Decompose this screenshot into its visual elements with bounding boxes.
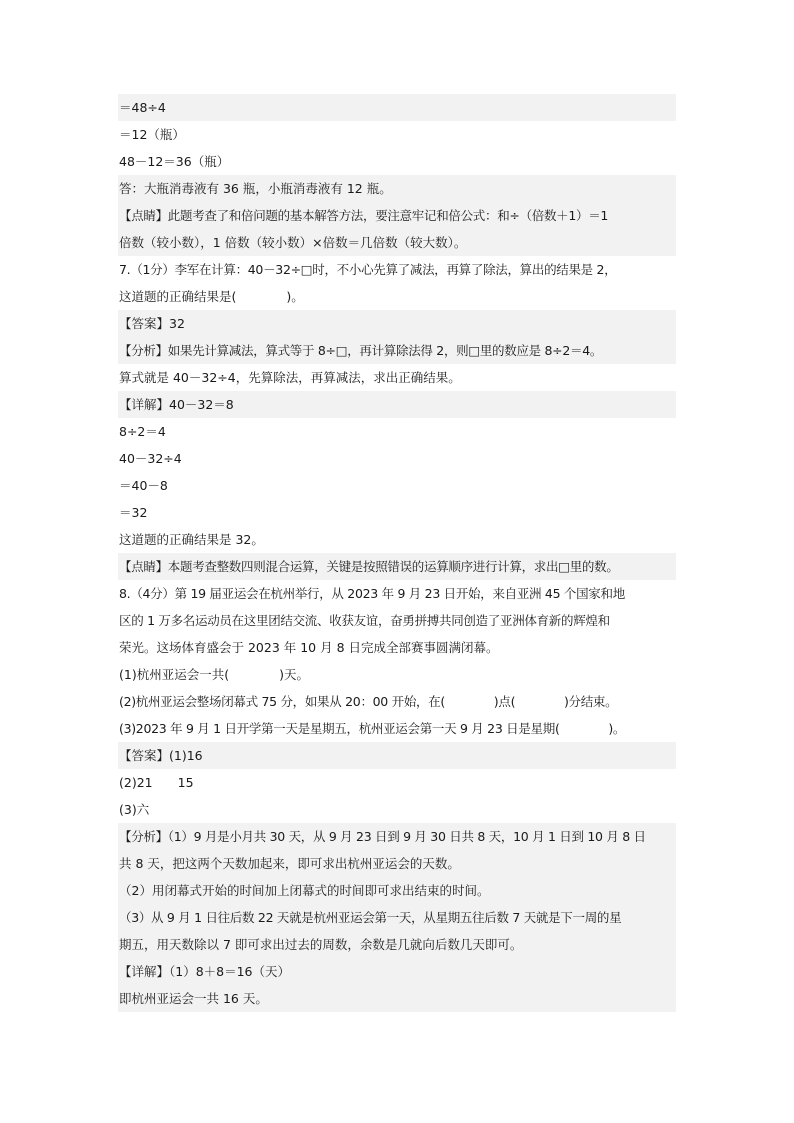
question-8-part-1: (1)杭州亚运会一共( )天。 (119, 667, 309, 682)
solution-line: ＝32 (119, 505, 148, 520)
key-point-line: 【点睛】本题考查整数四则混合运算，关键是按照错误的运算顺序进行计算，求出□里的数。 (118, 553, 676, 580)
analysis-line: 共 8 天，把这两个天数加起来，即可求出杭州亚运会的天数。 (118, 850, 676, 877)
document-body (118, 94, 676, 1012)
question-8-line: 8.（4分）第 19 届亚运会在杭州举行，从 2023 年 9 月 23 日开始，来自亚洲 45 个国家和地 (119, 586, 625, 601)
analysis-line: （2）用闭幕式开始的时间加上闭幕式的时间即可求出结束的时间。 (118, 877, 676, 904)
answer-label-line: 【答案】32 (118, 310, 676, 337)
question-8-line: 荣光。这场体育盛会于 2023 年 10 月 8 日完成全部赛事圆满闭幕。 (119, 640, 499, 655)
answer-line: 答：大瓶消毒液有 36 瓶，小瓶消毒液有 12 瓶。 (118, 175, 676, 202)
solution-line: ＝40－8 (119, 478, 168, 493)
question-8-line: 区的 1 万多名运动员在这里团结交流、收获友谊，奋勇拼搏共同创造了亚洲体育新的辉煌和 (119, 613, 610, 628)
solution-line: 40－32÷4 (119, 451, 182, 466)
answer-line: (2)21 15 (119, 775, 194, 790)
question-7-line: 这道题的正确结果是( )。 (119, 289, 304, 304)
solution-line: 这道题的正确结果是 32。 (119, 532, 264, 547)
analysis-line: 【分析】（1）9 月是小月共 30 天，从 9 月 23 日到 9 月 30 日共 8 天，10 月 1 日到 10 月 8 日 (118, 823, 676, 850)
analysis-line: 期五，用天数除以 7 即可求出过去的周数，余数是几就向后数几天即可。 (118, 931, 676, 958)
answer-line: (3)六 (119, 802, 150, 817)
question-8-part-3: (3)2023 年 9 月 1 日开学第一天是星期五，杭州亚运会第一天 9 月 23 日是星期( )。 (119, 721, 626, 736)
solution-line: 即杭州亚运会一共 16 天。 (118, 985, 676, 1012)
question-7-line: 7.（1分）李军在计算：40－32÷□时，不小心先算了减法，再算了除法，算出的结果是 2， (119, 262, 617, 277)
key-point-line: 【点睛】此题考查了和倍问题的基本解答方法，要注意牢记和倍公式：和÷（倍数＋1）＝1 (118, 202, 676, 229)
solution-line: 【详解】40－32＝8 (118, 391, 676, 418)
answer-label-line: 【答案】(1)16 (118, 742, 676, 769)
question-8-part-2: (2)杭州亚运会整场闭幕式 75 分，如果从 20：00 开始，在( )点( )分结束。 (119, 694, 618, 709)
solution-line: 【详解】（1）8＋8＝16（天） (118, 958, 676, 985)
analysis-line: 【分析】如果先计算减法，算式等于 8÷□，再计算除法得 2，则□里的数应是 8÷2＝4。 (118, 337, 676, 364)
equation-line: ＝12（瓶） (119, 127, 185, 142)
key-point-line: 倍数（较小数），1 倍数（较小数）×倍数＝几倍数（较大数）。 (118, 229, 676, 256)
analysis-line: （3）从 9 月 1 日往后数 22 天就是杭州亚运会第一天，从星期五往后数 7 天就是下一周的星 (118, 904, 676, 931)
equation-line: 48－12＝36（瓶） (119, 154, 230, 169)
analysis-line: 算式就是 40－32÷4，先算除法，再算减法，求出正确结果。 (119, 370, 461, 385)
equation-line: ＝48÷4 (118, 94, 676, 121)
solution-line: 8÷2＝4 (119, 424, 166, 439)
